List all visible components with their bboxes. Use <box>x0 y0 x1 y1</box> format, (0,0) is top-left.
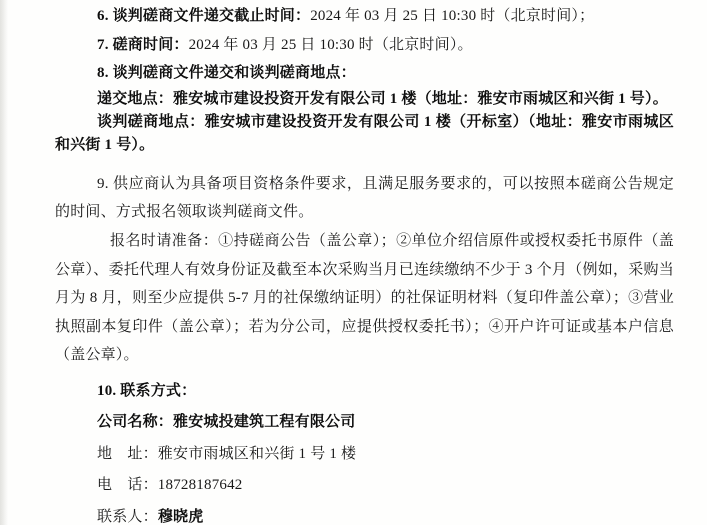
bold-text-segment: 7. 磋商时间： <box>97 36 189 53</box>
text-segment: 联系人： <box>97 508 158 525</box>
bold-text-segment: 10. 联系方式： <box>97 382 197 399</box>
para-item-6-submission-deadline <box>55 2 674 31</box>
bold-text-segment: 穆晓虎 <box>157 508 204 525</box>
para-item-8-locations-heading <box>55 59 674 88</box>
bold-text-segment: 公司名称： <box>97 414 174 431</box>
para-registration-requirements <box>55 227 674 370</box>
text-segment: 2024 年 03 月 25 日 10:30 时（北京时间）； <box>310 8 595 24</box>
bold-text-segment: 谈判磋商地点：雅安城市建设投资开发有限公司 1 楼（开标室）（地址：雅安市雨城区和兴街 1 号）。 <box>55 113 674 153</box>
bold-text-segment: 递交地点：雅安城市建设投资开发有限公司 1 楼（地址：雅安市雨城区和兴街 1 号）。 <box>97 90 668 107</box>
bold-text-segment: 6. 谈判磋商文件递交截止时间： <box>97 8 311 24</box>
para-contact-person <box>55 502 674 525</box>
para-contact-address <box>55 439 674 471</box>
text-segment: 电 话：18728187642 <box>97 477 243 494</box>
para-item-7-consultation-time <box>55 31 674 60</box>
para-contact-phone <box>55 470 674 502</box>
text-segment: 报名时请准备：①持磋商公告（盖公章）；②单位介绍信原件或授权委托书原件（盖公章）、委托代理人有效身份证及截至本次采购当月已连续缴纳不少于 3 个月（例如，采购当月为 8 月，则至少应提供 5-7 月的社保缴纳证明）的社保证明材料（复印件盖公章）；③营业执照副本复印件（盖公章）；若为分公司，应提供授权委托书）；④开户许可证或基本户信息（盖公章）。 <box>55 232 674 364</box>
bold-text-segment: 雅安城投建筑工程有限公司 <box>173 414 356 431</box>
text-segment: 2024 年 03 月 25 日 10:30 时（北京时间）。 <box>188 36 473 53</box>
text-segment: 地 址：雅安市雨城区和兴街 1 号 1 楼 <box>97 445 357 462</box>
para-item-9-eligibility <box>55 170 674 227</box>
content-area <box>55 2 674 525</box>
para-contact-company <box>55 407 674 439</box>
para-submission-location <box>55 88 674 111</box>
bold-text-segment: 8. 谈判磋商文件递交和谈判磋商地点： <box>97 65 356 82</box>
text-segment: 9. 供应商认为具备项目资格条件要求，且满足服务要求的，可以按照本磋商公告规定的时间、方式报名领取谈判磋商文件。 <box>55 175 674 221</box>
para-consultation-location <box>55 111 674 157</box>
scan-edge-shadow <box>0 0 8 525</box>
para-item-10-contact-heading <box>55 376 674 408</box>
